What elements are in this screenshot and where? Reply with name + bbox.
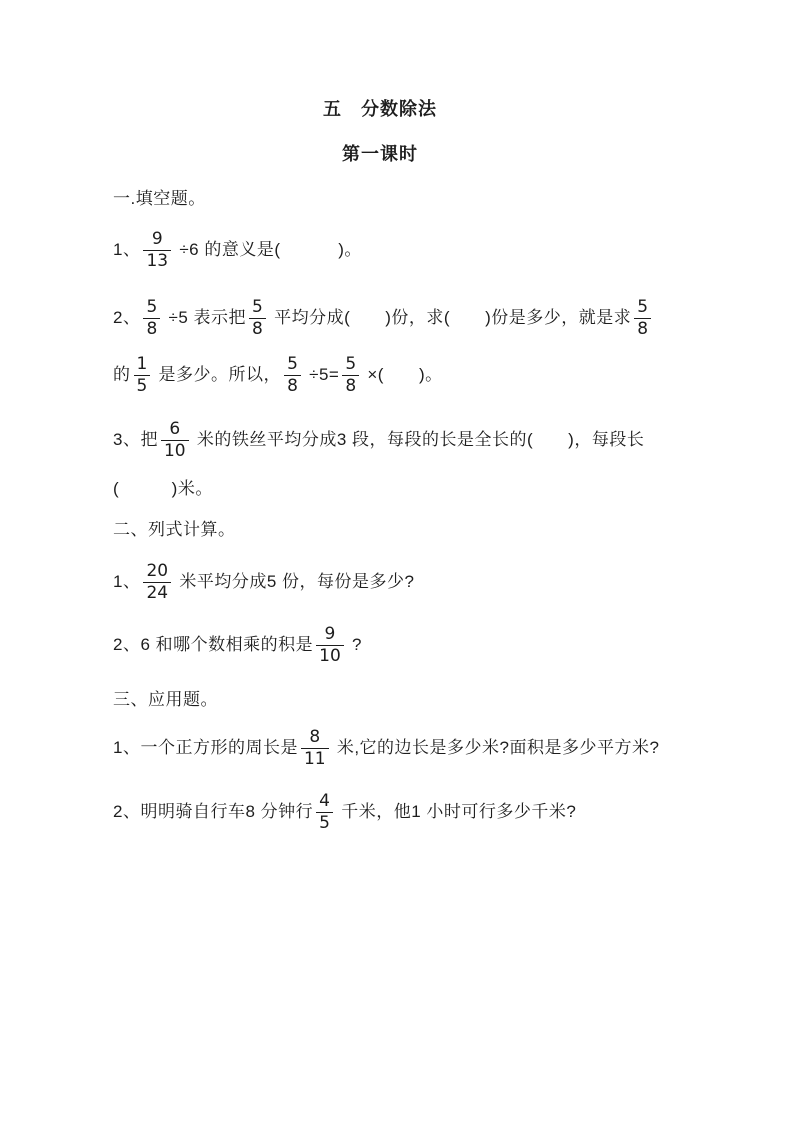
fraction — [634, 296, 651, 339]
fraction-denominator: 13 — [143, 250, 171, 270]
fraction — [143, 560, 171, 603]
text-run: ÷5= — [303, 365, 340, 385]
fraction-denominator: 24 — [143, 582, 171, 602]
fraction-denominator: 11 — [301, 748, 329, 768]
text-run: ÷6 的意义是( )。 — [174, 240, 362, 260]
section1-question2-line2 — [113, 349, 443, 401]
fraction — [143, 296, 160, 339]
fraction-numerator: 20 — [146, 560, 169, 581]
fraction-numerator: 1 — [136, 353, 148, 374]
text-run: 米的铁丝平均分成3 段，每段的长是全长的( )，每段长 — [191, 430, 645, 450]
section3-heading: 三、应用题。 — [113, 690, 218, 710]
section1-question2-line1 — [113, 292, 654, 344]
text-run: ? — [346, 635, 362, 655]
text-run: 1、 — [113, 572, 141, 592]
fraction — [161, 418, 189, 461]
section1-heading: 一.填空题。 — [113, 189, 206, 209]
text-run: 2、6 和哪个数相乘的积是 — [113, 635, 314, 655]
lesson-subtitle: 第一课时 — [342, 143, 418, 164]
text-run: 的 — [113, 365, 131, 385]
fraction-numerator: 5 — [146, 296, 158, 317]
fraction-denominator: 5 — [316, 812, 333, 832]
fraction-numerator: 4 — [319, 790, 330, 811]
text-run: 米,它的边长是多少米?面积是多少平方米? — [331, 738, 660, 758]
text-run: ( )米。 — [113, 479, 213, 499]
fraction-numerator: 5 — [252, 296, 263, 317]
fraction — [143, 228, 171, 271]
fraction — [342, 353, 359, 396]
fraction — [316, 790, 333, 833]
page-title: 五 分数除法 — [323, 98, 437, 119]
section2-question1 — [113, 556, 414, 608]
text-run: 是多少。所以， — [153, 365, 282, 385]
fraction-denominator: 8 — [143, 318, 160, 338]
text-run: 米平均分成5 份，每份是多少? — [174, 572, 415, 592]
fraction — [301, 726, 329, 769]
fraction-numerator: 9 — [151, 228, 163, 249]
fraction-denominator: 10 — [161, 440, 189, 460]
text-run: 1、一个正方形的周长是 — [113, 738, 298, 758]
fraction-numerator: 9 — [324, 623, 336, 644]
text-run: 2、明明骑自行车8 分钟行 — [113, 802, 314, 822]
text-run: 2、 — [113, 308, 141, 328]
section2-heading: 二、列式计算。 — [113, 520, 236, 540]
section2-question2 — [113, 619, 362, 671]
section1-question3-line2 — [113, 478, 213, 500]
fraction-numerator: 6 — [169, 418, 181, 439]
text-run: 平均分成( )份，求( )份是多少，就是求 — [268, 308, 632, 328]
fraction-numerator: 5 — [345, 353, 357, 374]
section1-question3-line1 — [113, 414, 644, 466]
text-run: 3、把 — [113, 430, 158, 450]
fraction-denominator: 8 — [284, 375, 301, 395]
fraction-denominator: 5 — [134, 375, 151, 395]
fraction-numerator: 5 — [287, 353, 298, 374]
text-run: 千米，他1 小时可行多少千米? — [335, 802, 577, 822]
fraction — [316, 623, 344, 666]
fraction — [134, 353, 151, 396]
fraction-numerator: 8 — [309, 726, 321, 747]
fraction — [249, 296, 266, 339]
text-run: ×( )。 — [362, 365, 443, 385]
fraction — [284, 353, 301, 396]
fraction-denominator: 10 — [316, 645, 344, 665]
section3-question1 — [113, 722, 659, 774]
fraction-denominator: 8 — [342, 375, 359, 395]
fraction-denominator: 8 — [249, 318, 266, 338]
fraction-numerator: 5 — [637, 296, 649, 317]
fraction-denominator: 8 — [634, 318, 651, 338]
section1-question1 — [113, 224, 362, 276]
text-run: 1、 — [113, 240, 141, 260]
section3-question2 — [113, 786, 576, 838]
text-run: ÷5 表示把 — [163, 308, 247, 328]
